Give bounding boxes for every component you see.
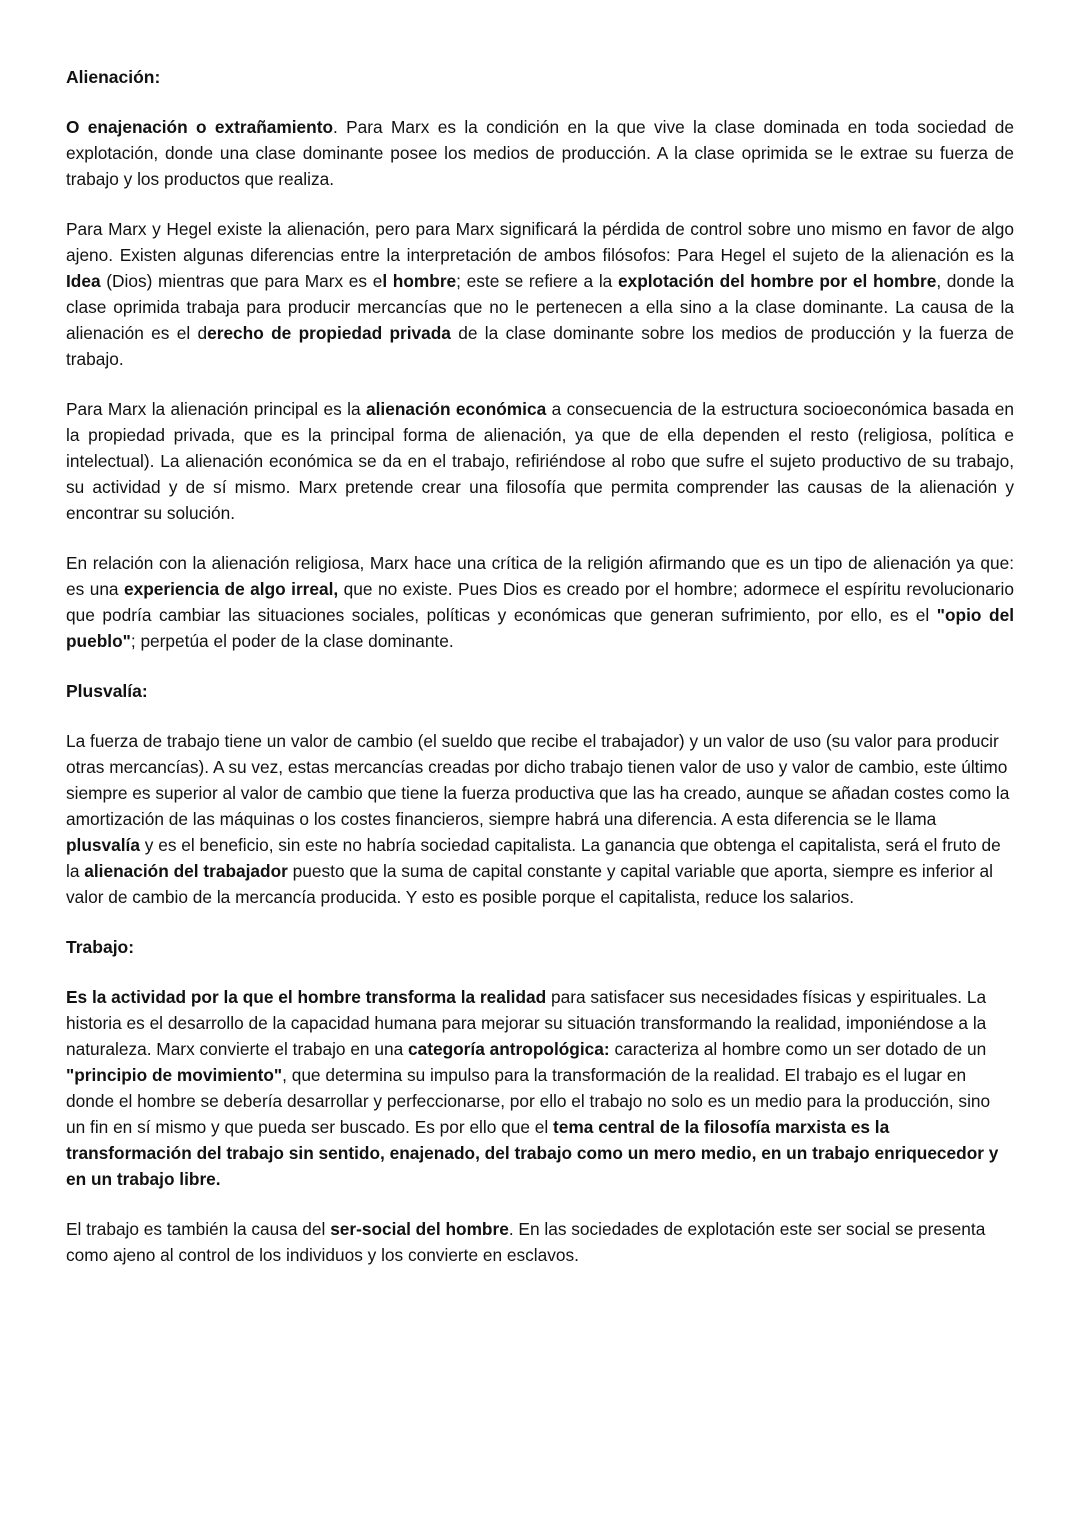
text-run: a consecuencia de la estructura socioeconómica basada en la propiedad privada, que es la principal forma de alienación, ya que de ella dependen el resto (religiosa, política e intelectual). La alienación económica se da en el trabajo, refiriéndose al robo que sufre el sujeto productivo de su trabajo, su actividad y de sí mismo. Marx pretende crear una filosofía que permita comprender las causas de la alienación y encontrar su solución. — [66, 399, 1014, 523]
text-run: de la clase dominante sobre los medios de producción y la fuerza de trabajo. — [66, 323, 1014, 369]
paragraph — [66, 984, 1014, 1192]
text-run: Para Marx y Hegel existe la alienación, pero para Marx significará la pérdida de control sobre uno mismo en favor de algo ajeno. Existen algunas diferencias entre la interpretación de ambos filósofos: Para Hegel el sujeto de la alienación es la — [66, 219, 1014, 265]
bold-text: Es la actividad por la que el hombre transforma la realidad — [66, 987, 547, 1007]
bold-text: tema central de la filosofía marxista es la transformación del trabajo sin sentido, enajenado, del trabajo como un mero medio, en un trabajo enriquecedor y en un trabajo libre. — [66, 1117, 999, 1189]
paragraph — [66, 114, 1014, 192]
heading-plusvalia: Plusvalía: — [66, 681, 148, 701]
text-run: (Dios) mientras que para Marx es e — [100, 271, 383, 291]
bold-text: explotación del hombre por el hombre — [617, 271, 937, 291]
text-run: para satisfacer sus necesidades físicas y espirituales. La historia es el desarrollo de la capacidad humana para mejorar su situación transformando la realidad, imponiéndose a la naturaleza. Marx convierte el trabajo en una — [66, 987, 987, 1059]
text-run: , que determina su impulso para la transformación de la realidad. El trabajo es el lugar en donde el hombre se debería desarrollar y perfeccionarse, por ello el trabajo no solo es un medio para la producción, sino un fin en sí mismo y que pueda ser buscado. Es por ello que el — [66, 1065, 991, 1137]
text-run: que no existe. Pues Dios es creado por el hombre; adormece el espíritu revolucionario que podría cambiar las situaciones sociales, políticas y económicas que generan sufrimiento, por ello, es el — [66, 579, 1014, 625]
bold-text: alienación económica — [366, 399, 547, 419]
bold-text: categoría antropológica: — [407, 1039, 610, 1059]
bold-text: "principio de movimiento" — [66, 1065, 283, 1085]
text-run: Para Marx la alienación principal es la — [66, 399, 366, 419]
heading-trabajo: Trabajo: — [66, 937, 135, 957]
bold-text: Idea — [66, 271, 101, 291]
bold-text: erecho de propiedad privada — [207, 323, 451, 343]
heading-alienacion: Alienación: — [66, 67, 161, 87]
text-run: La fuerza de trabajo tiene un valor de cambio (el sueldo que recibe el trabajador) y un valor de uso (su valor para producir otras mercancías). A su vez, estas mercancías creadas por dicho trabajo tienen valor de uso y valor de cambio, este último siempre es superior al valor de cambio que tiene la fuerza productiva que las ha creado, aunque se añadan costes como la amortización de las máquinas o los costes financieros, siempre habrá una diferencia. A esta diferencia se le llama — [66, 731, 1010, 829]
bold-text: ser-social del hombre — [330, 1219, 509, 1239]
text-run: En relación con la alienación religiosa, Marx hace una crítica de la religión afirmando que es un tipo de alienación ya que: es una — [66, 553, 1014, 599]
document-page — [66, 64, 1014, 1292]
paragraph — [66, 216, 1014, 372]
bold-text: alienación del trabajador — [84, 861, 288, 881]
text-run: . Para Marx es la condición en la que vive la clase dominada en toda sociedad de explotación, donde una clase dominante posee los medios de producción. A la clase oprimida se le extrae su fuerza de trabajo y los productos que realiza. — [66, 117, 1014, 189]
bold-text: "opio del pueblo" — [66, 605, 1014, 651]
text-run: , donde la clase oprimida trabaja para producir mercancías que no le pertenecen a ella sino a la clase dominante. La causa de la alienación es el d — [66, 271, 1014, 343]
text-run: ; este se refiere a la — [456, 271, 618, 291]
text-run: puesto que la suma de capital constante y capital variable que aporta, siempre es inferior al valor de cambio de la mercancía producida. Y esto es posible porque el capitalista, reduce los salarios. — [66, 861, 993, 907]
paragraph — [66, 550, 1014, 654]
text-run: . En las sociedades de explotación este ser social se presenta como ajeno al control de los individuos y los convierte en esclavos. — [66, 1219, 986, 1265]
bold-text: experiencia de algo irreal, — [124, 579, 339, 599]
bold-text: l hombre — [382, 271, 457, 291]
text-run: El trabajo es también la causa del — [66, 1219, 331, 1239]
text-run: caracteriza al hombre como un ser dotado de un — [609, 1039, 987, 1059]
text-run: y es el beneficio, sin este no habría sociedad capitalista. La ganancia que obtenga el capitalista, será el fruto de la — [66, 835, 1001, 881]
paragraph — [66, 396, 1014, 526]
bold-text: plusvalía — [66, 835, 140, 855]
paragraph — [66, 1216, 1014, 1268]
bold-text: O enajenación o extrañamiento — [66, 117, 334, 137]
paragraph — [66, 728, 1014, 910]
text-run: ; perpetúa el poder de la clase dominante. — [130, 631, 454, 651]
